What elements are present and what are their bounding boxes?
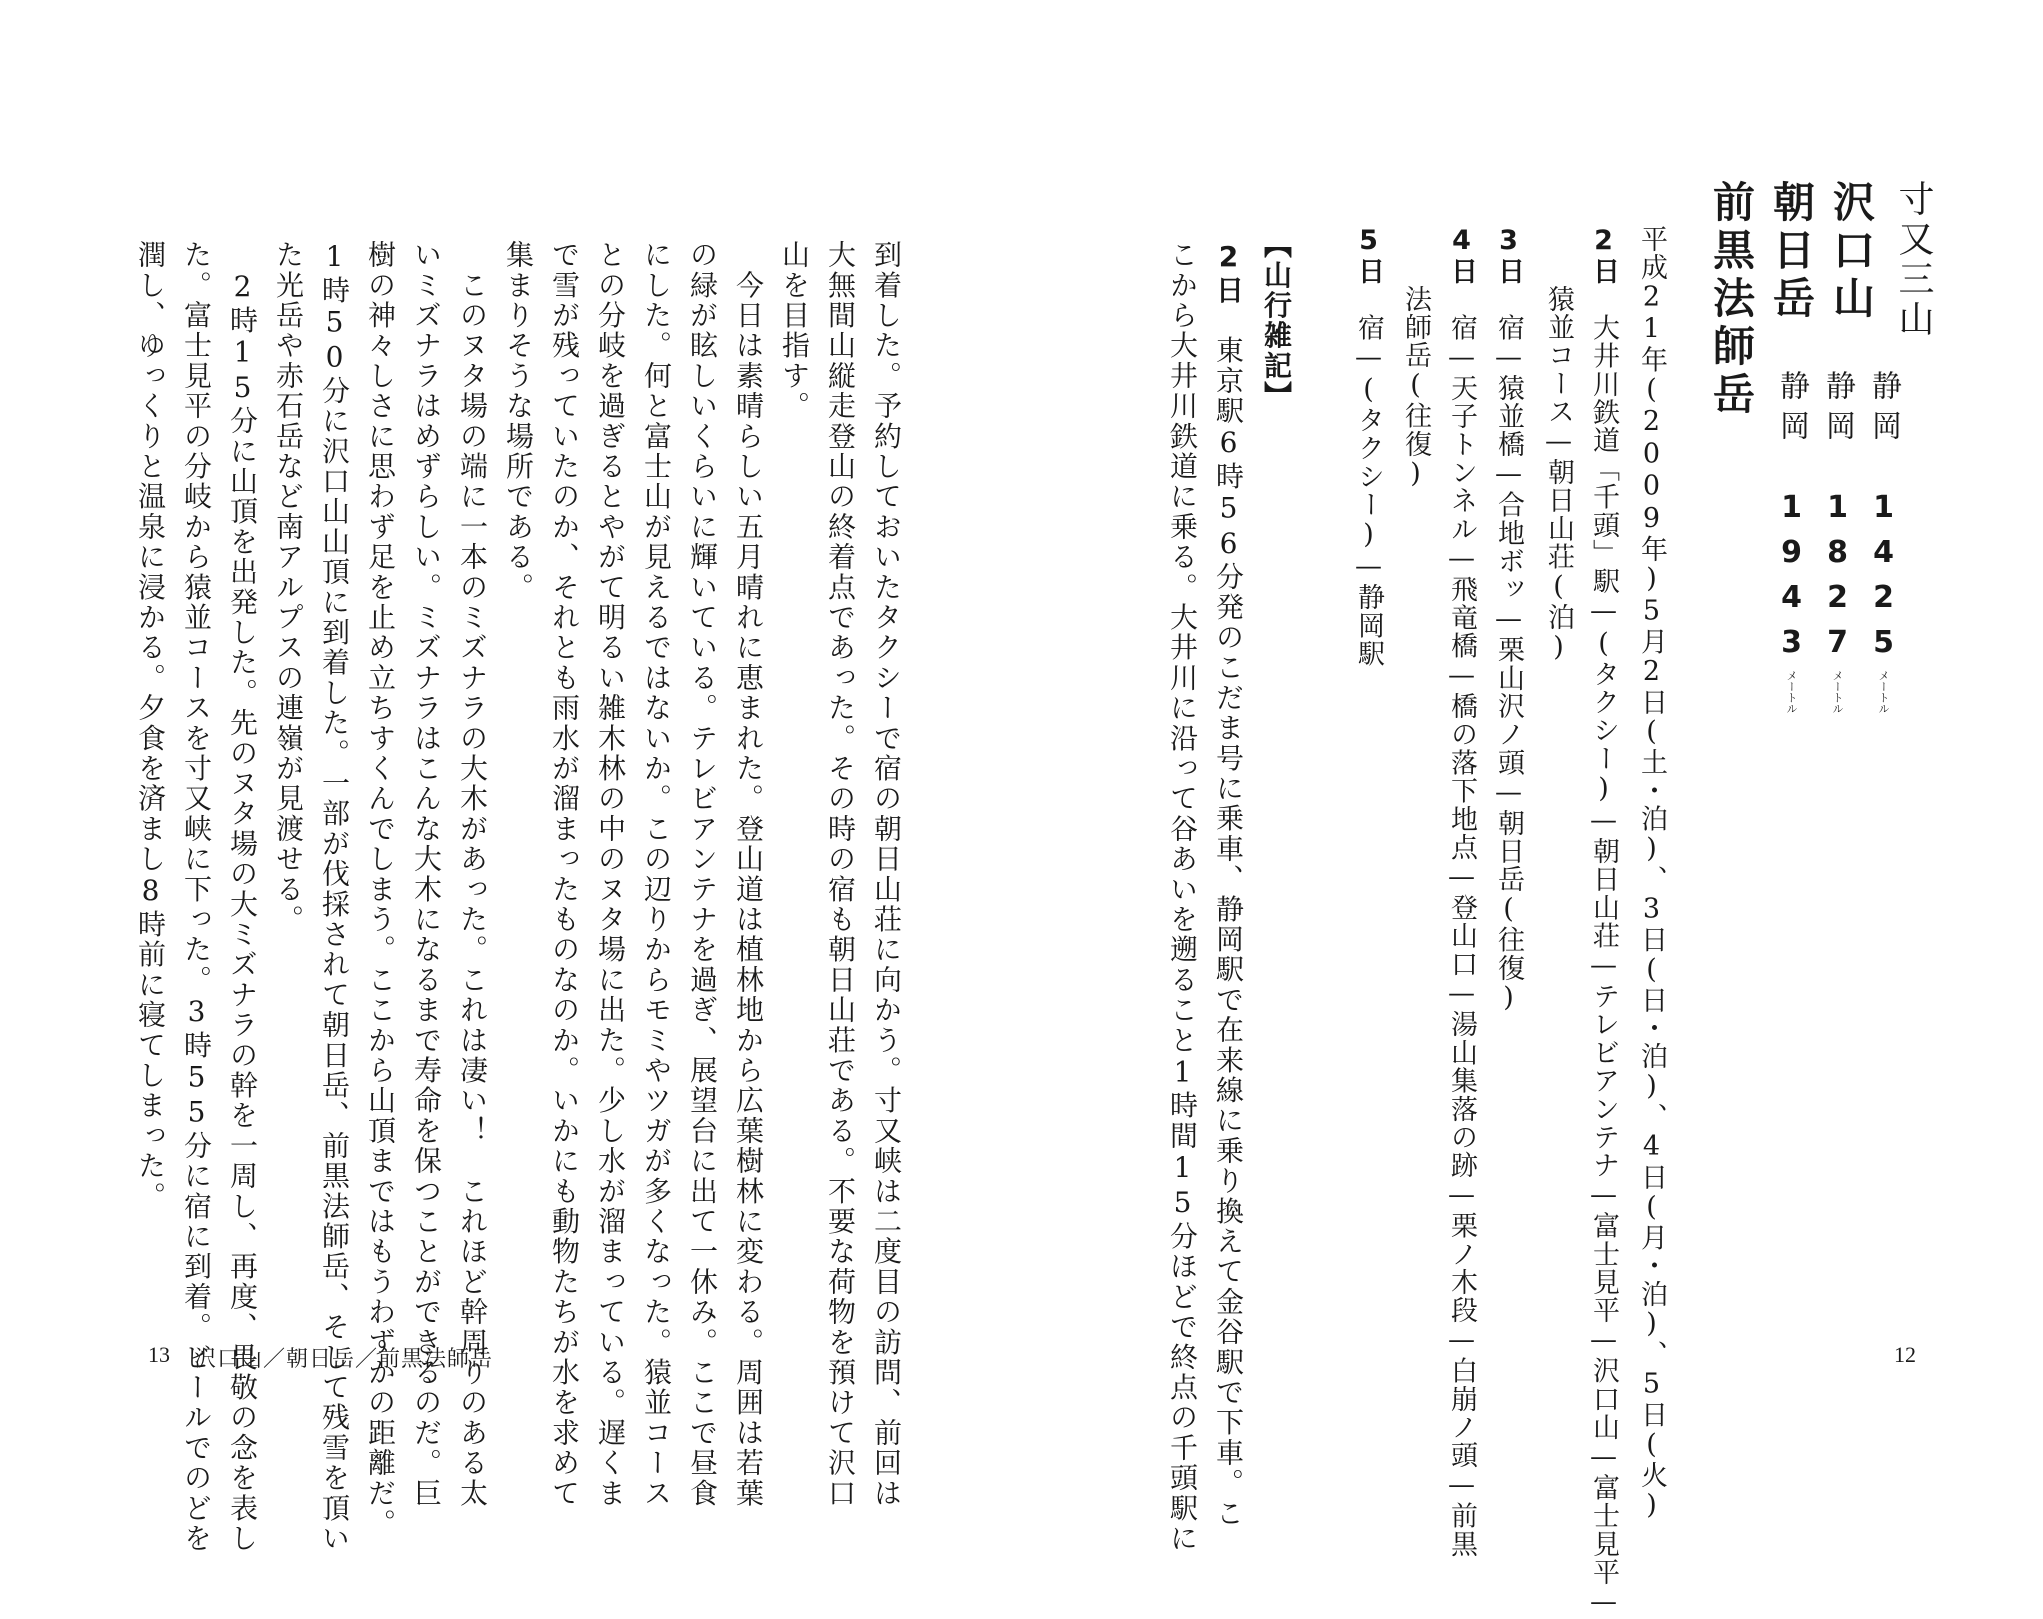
body-line: 集まりそうな場所である。 bbox=[502, 240, 535, 603]
itinerary-row bbox=[1545, 285, 1572, 1385]
altitude-pref: 静岡 bbox=[1774, 370, 1809, 450]
body-line: た光岳や赤石岳など南アルプスの連嶺が見渡せる。 bbox=[272, 240, 305, 935]
mountain-title-1: 沢口山 bbox=[1827, 180, 1876, 324]
itinerary-row bbox=[1402, 285, 1429, 1385]
altitude-unit: メートル bbox=[1831, 670, 1844, 714]
itinerary-route: 大井川鉄道「千頭」駅—(タクシー)—朝日山荘—テレビアンテナ—富士見平—沢口山—富士見平— bbox=[1588, 313, 1619, 1619]
itinerary-day: 4日 bbox=[1446, 225, 1477, 286]
body-line: で雪が残っていたのか、それとも雨水が溜まったものなのか。いかにも動物たちが水を求めて bbox=[548, 240, 581, 1509]
page-number-right: 12 bbox=[1894, 1342, 1916, 1367]
itinerary-row bbox=[1588, 225, 1619, 1619]
mountain-title-2: 朝日岳 bbox=[1767, 180, 1816, 324]
itinerary-day: 5日 bbox=[1353, 225, 1384, 286]
itinerary-route: 宿—(タクシー)—静岡駅 bbox=[1353, 313, 1384, 669]
body-line: 今日は素晴らしい五月晴れに恵まれた。登山道は植林地から広葉樹林に変わる。周囲は若葉 bbox=[732, 240, 765, 1509]
body-line: た。富士見平の分岐から猿並コースを寸又峡に下った。3時55分に宿に到着。ビールでのどを bbox=[180, 240, 213, 1554]
body-line: との分岐を過ぎるとやがて明るい雑木林の中のヌタ場に出た。少し水が溜まっている。遅くま bbox=[594, 240, 627, 1509]
altitude-value: 1425 bbox=[1866, 490, 1901, 670]
itinerary-route: 猿並コース—朝日山荘(泊) bbox=[1543, 285, 1574, 664]
altitude-3 bbox=[1774, 370, 1809, 1470]
mountain-title-3: 前黒法師岳 bbox=[1707, 180, 1756, 420]
date-line: 平成21年(2009年)5月2日(土・泊)、3日(日・泊)、4日(月・泊)、5日(火) bbox=[1636, 225, 1667, 1522]
body-line: 2時15分に山頂を出発した。先のヌタ場の大ミズナラの幹を一周し、再度、畏敬の念を表し bbox=[226, 240, 259, 1554]
page-number-left: 13 bbox=[148, 1342, 170, 1367]
journal-day: 2日 bbox=[1212, 240, 1245, 306]
body-line: 1時50分に沢口山山頂に到着した。一部が伐採されて朝日岳、前黒法師岳、そして残雪を頂い bbox=[318, 240, 351, 1554]
itinerary-route: 法師岳(往復) bbox=[1400, 285, 1431, 491]
journal-text: 東京駅6時56分発のこだま号に乗車、静岡駅で在来線に乗り換えて金谷駅で下車。こ bbox=[1212, 335, 1245, 1529]
altitude-value: 1943 bbox=[1774, 490, 1809, 670]
body-line: このヌタ場の端に一本のミズナラの大木があった。これは凄い！ これほど幹周りのある太 bbox=[456, 240, 489, 1509]
itinerary-day: 3日 bbox=[1493, 225, 1524, 286]
body-line: 山を目指す。 bbox=[778, 240, 811, 422]
body-line: 大無間山縦走登山の終着点であった。その時の宿も朝日山荘である。不要な荷物を預けて沢口 bbox=[824, 240, 857, 1509]
altitude-2 bbox=[1820, 370, 1855, 1470]
body-line: 樹の神々しさに思わず足を止め立ちすくんでしまう。ここから山頂まではもうわずかの距離だ。 bbox=[364, 240, 397, 1539]
altitude-unit: メートル bbox=[1785, 670, 1798, 714]
itinerary-row bbox=[1495, 225, 1522, 1325]
itinerary-row bbox=[1355, 225, 1382, 1325]
body-line: にした。何と富士山が見えるではないか。この辺りからモミやツガが多くなった。猿並コース bbox=[640, 240, 673, 1509]
body-line: 潤し、ゆっくりと温泉に浸かる。夕食を済まし8時前に寝てしまった。 bbox=[134, 240, 167, 1212]
body-line: いミズナラはめずらしい。ミズナラはこんな大木になるまで寿命を保つことができるのだ。巨 bbox=[410, 240, 443, 1509]
journal-line bbox=[1212, 240, 1245, 1529]
altitude-1 bbox=[1866, 370, 1901, 1470]
section-title: 【山行雑記】 bbox=[1260, 230, 1293, 412]
itinerary-route: 宿—天子トンネル—飛竜橋—橋の落下地点—登山口—湯山集落の跡—栗ノ木段—白崩ノ頭—前黒 bbox=[1446, 313, 1477, 1559]
body-line: 到着した。予約しておいたタクシーで宿の朝日山荘に向かう。寸又峡は二度目の訪問、前回は bbox=[870, 240, 903, 1509]
body-line: の緑が眩しいくらいに輝いている。テレビアンテナを過ぎ、展望台に出て一休み。ここで昼食 bbox=[686, 240, 719, 1509]
series-label: 寸又三山 bbox=[1893, 180, 1934, 340]
journal-line: こから大井川鉄道に乗る。大井川に沿って谷あいを遡ること1時間15分ほどで終点の千頭駅に bbox=[1166, 240, 1199, 1554]
altitude-value: 1827 bbox=[1820, 490, 1855, 670]
itinerary-day: 2日 bbox=[1588, 225, 1619, 286]
altitude-pref: 静岡 bbox=[1820, 370, 1855, 450]
altitude-pref: 静岡 bbox=[1866, 370, 1901, 450]
altitude-unit: メートル bbox=[1877, 670, 1890, 714]
itinerary-route: 宿—猿並橋—合地ボッ—栗山沢ノ頭—朝日岳(往復) bbox=[1493, 313, 1524, 1015]
itinerary-row bbox=[1446, 225, 1477, 1559]
running-head: 沢口山／朝日岳／前黒法師岳 bbox=[194, 1347, 494, 1372]
